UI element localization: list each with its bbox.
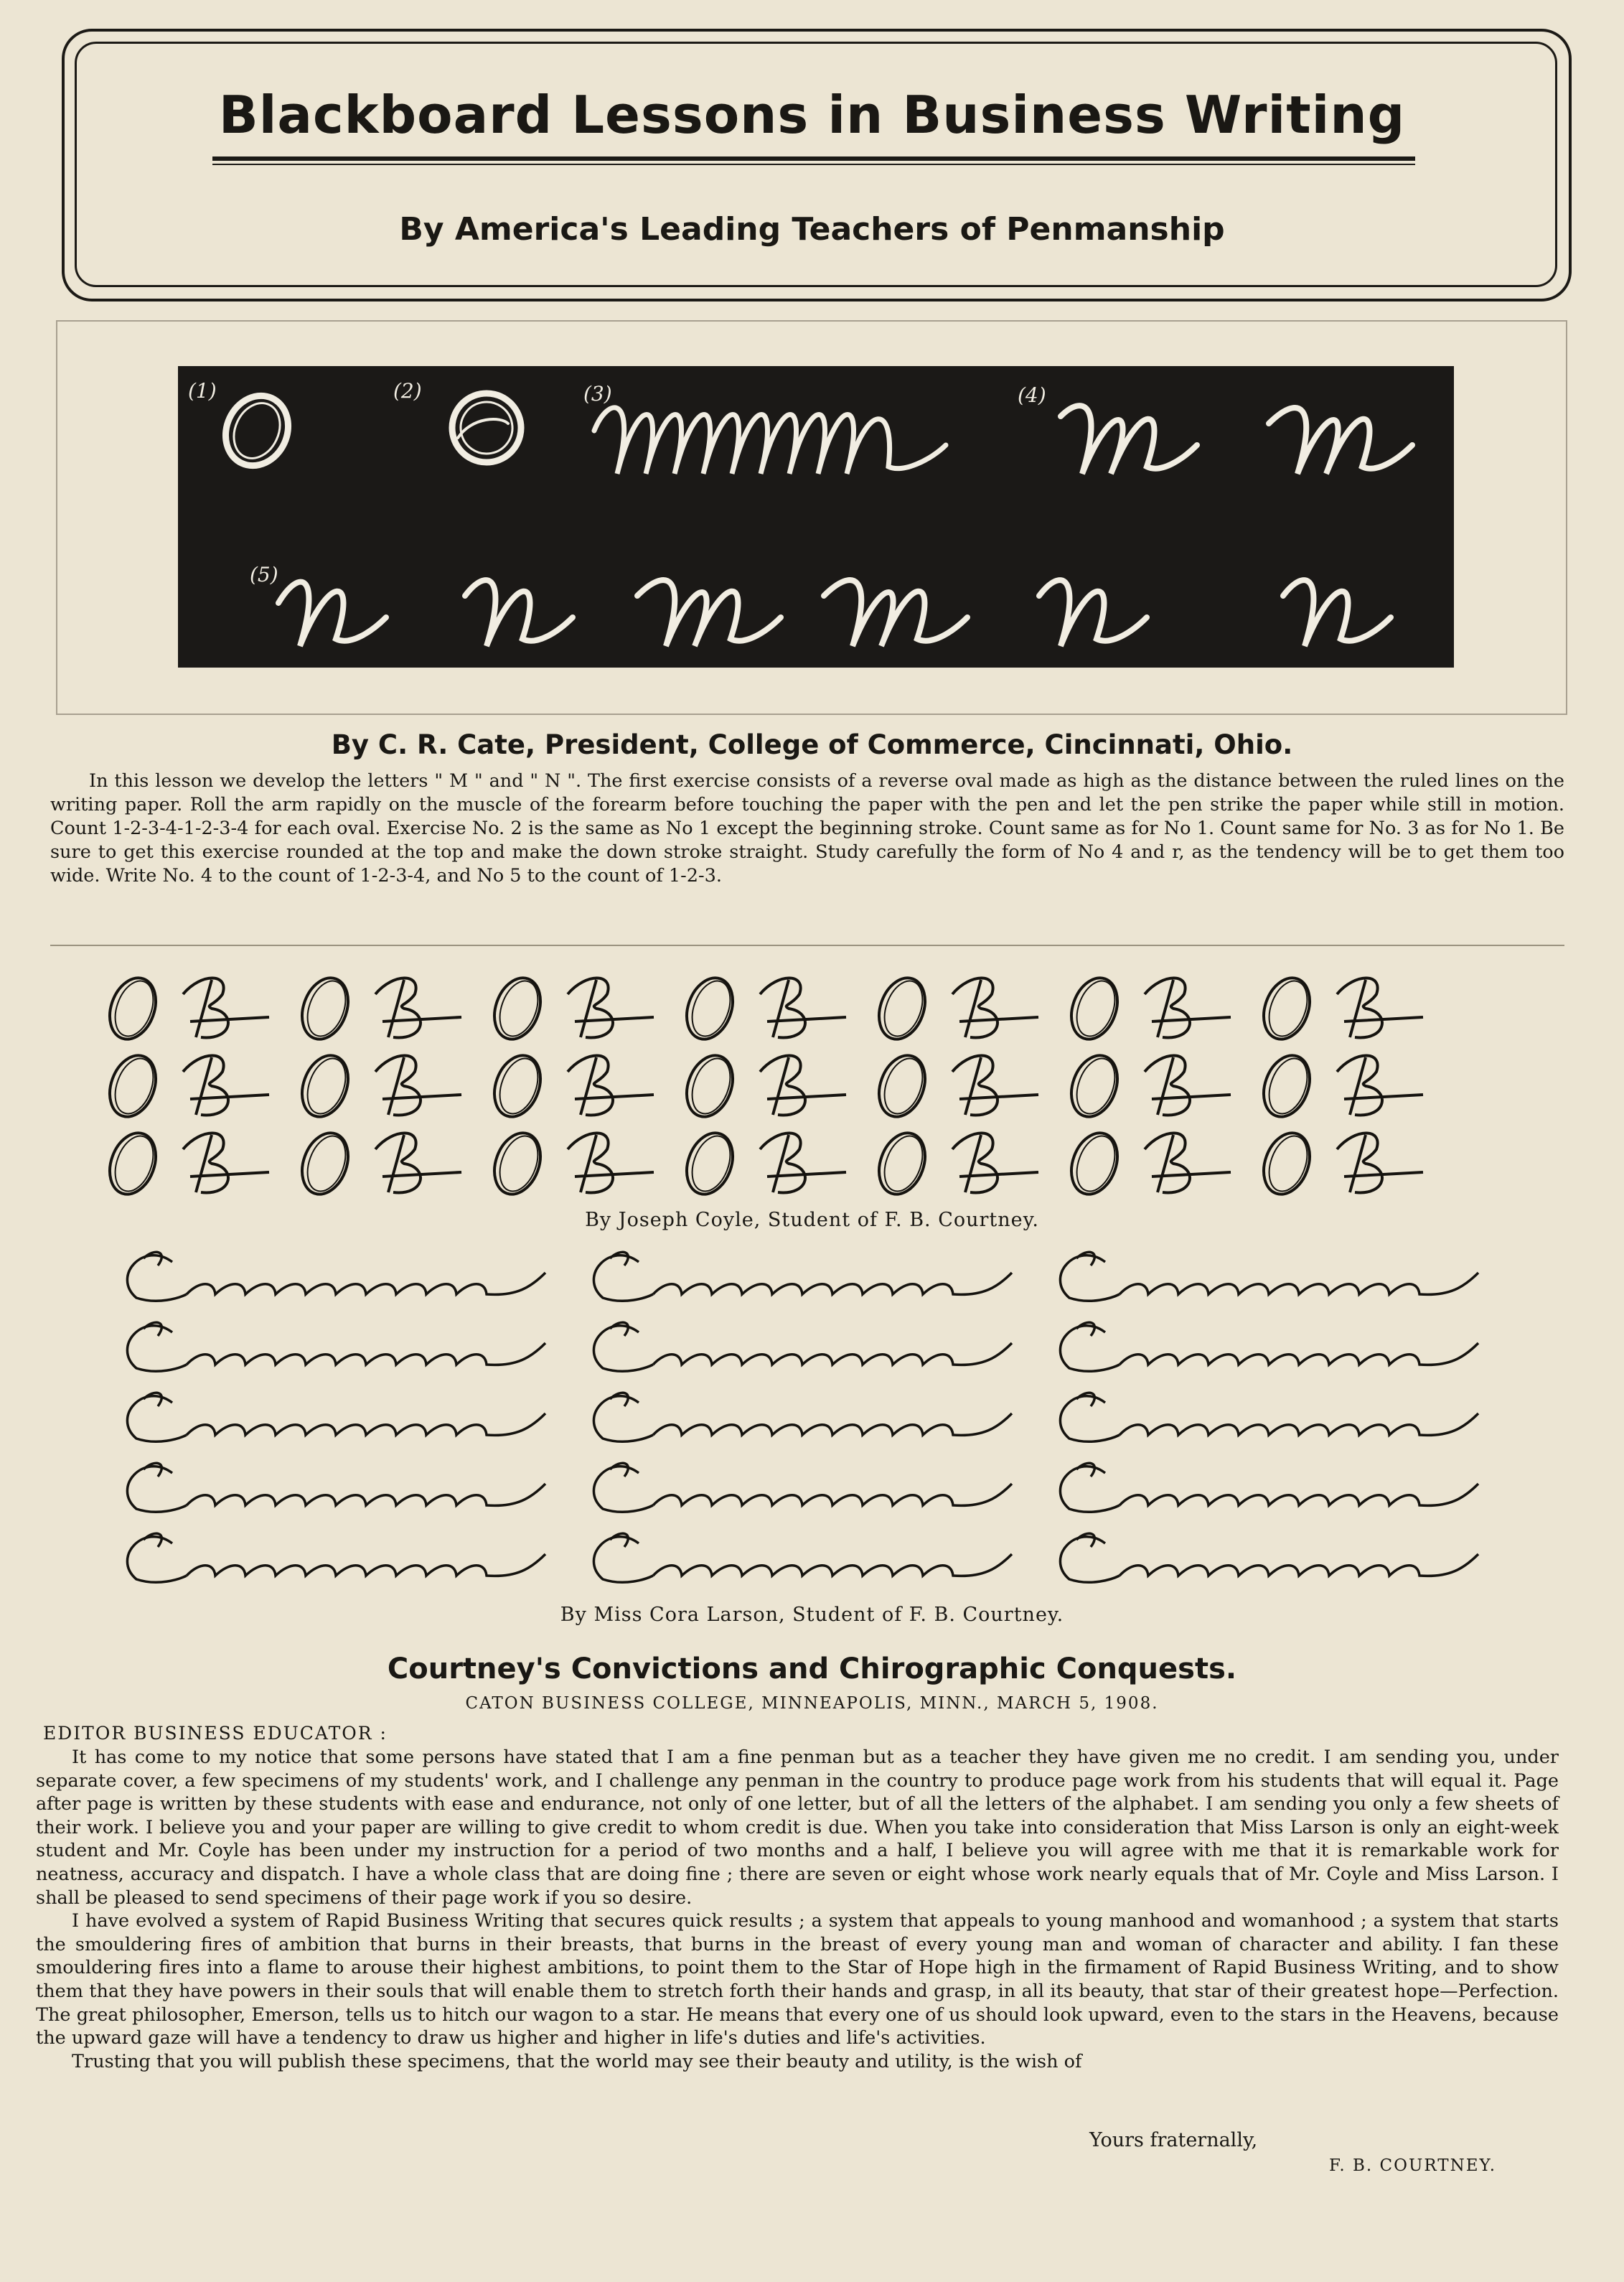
lowercase-ommon-stroke [653, 1554, 1012, 1576]
oval-b-row [108, 1049, 1423, 1123]
capital-b-stroke [952, 1056, 1038, 1116]
lowercase-ommon-stroke [1120, 1273, 1478, 1294]
common-word [593, 1463, 1012, 1512]
common-word [1060, 1322, 1478, 1371]
capital-b-stroke [760, 1133, 846, 1193]
common-word [593, 1252, 1012, 1301]
capital-c-stroke [593, 1252, 653, 1301]
lowercase-ommon-stroke [1120, 1484, 1478, 1505]
exercise-number-3: (3) [583, 382, 612, 406]
specimen-common [108, 1240, 1507, 1602]
lowercase-ommon-stroke [653, 1484, 1012, 1505]
lowercase-ommon-stroke [187, 1273, 545, 1294]
lowercase-ommon-stroke [1120, 1413, 1478, 1435]
specimen-caption-larson: By Miss Cora Larson, Student of F. B. Courtney. [560, 1604, 1064, 1626]
capital-b-stroke [568, 978, 654, 1038]
common-word [593, 1533, 1012, 1582]
article-salutation: EDITOR BUSINESS EDUCATOR : [43, 1723, 388, 1744]
capital-c-stroke [593, 1463, 653, 1512]
common-word [127, 1463, 545, 1512]
common-word [593, 1322, 1012, 1371]
capital-c-stroke [1060, 1252, 1120, 1301]
exercise-number-1: (1) [188, 379, 217, 403]
oval-b-row [108, 971, 1423, 1045]
capital-c-stroke [127, 1463, 187, 1512]
capital-c-stroke [593, 1393, 653, 1441]
common-word [127, 1322, 545, 1371]
capital-b-stroke [1145, 1133, 1231, 1193]
capital-b-stroke [952, 978, 1038, 1038]
article-paragraph-2: I have evolved a system of Rapid Business Writing that secures quick results ; a system that appeals to young manhood and womanhood ; a system that starts the smouldering fires of ambition that burns in their breasts, that burns in the breast of every young man and woman of character and ability. I fan these smouldering fires into a flame to arouse their highest ambitions, to point them to the Star of Hope high in the firmament of Rapid Business Writing, and to show them that they have powers in their souls that will enable them to stretch forth their hands and grasp, in all its beauty, that star of their greatest hope—Perfection. The great philosopher, Emerson, tells us to hitch our wagon to a star. He means that every one of us should look upward, even to the stars in the Heavens, because the upward gaze will have a tendency to draw us higher and higher in life's duties and life's activities. [36, 1910, 1559, 2049]
article-paragraph-1: It has come to my notice that some persons have stated that I am a fine penman but as a teacher they have given me no credit. I am sending you, under separate cover, a few specimens of my students' work, and I challenge any penman in the country to produce page work from his students that will equal it. Page after page is written by these students with ease and endurance, not only of one letter, but of all the letters of the alphabet. I am sending you only a few sheets of their work. I believe you and your paper are willing to give credit to whom credit is due. When you take into consideration that Miss Larson is only an eight-week student and Mr. Coyle has been under my instruction for a period of two months and a half, I believe you will agree with me that it is remarkable work for neatness, accuracy and dispatch. I have a whole class that are doing fine ; there are seven or eight whose work nearly equals that of Mr. Coyle and Miss Larson. I shall be pleased to send specimens of their page work if you so desire. [36, 1746, 1559, 1909]
capital-b-stroke [375, 1133, 461, 1193]
capital-b-stroke [375, 1056, 461, 1116]
capital-c-stroke [127, 1533, 187, 1582]
article-dateline: CATON BUSINESS COLLEGE, MINNEAPOLIS, MINN., MARCH 5, 1908. [465, 1694, 1159, 1713]
article-closing: Yours fraternally, [1089, 2129, 1258, 2151]
capital-b-stroke [760, 978, 846, 1038]
capital-c-stroke [127, 1252, 187, 1301]
capital-b-stroke [568, 1133, 654, 1193]
article-paragraph-3: Trusting that you will publish these specimens, that the world may see their beauty and utility, is the wish of [72, 2050, 1082, 2072]
lowercase-ommon-stroke [187, 1413, 545, 1435]
lowercase-ommon-stroke [187, 1484, 545, 1505]
page-title: Blackboard Lessons in Business Writing [218, 85, 1406, 145]
capital-b-stroke [1337, 1056, 1423, 1116]
capital-c-stroke [1060, 1393, 1120, 1441]
oval-b-row [108, 1126, 1423, 1200]
capital-b-stroke [568, 1056, 654, 1116]
capital-b-stroke [183, 978, 269, 1038]
common-word [127, 1252, 545, 1301]
specimen-common-drawing [108, 1240, 1507, 1599]
capital-c-stroke [127, 1393, 187, 1441]
common-word [1060, 1463, 1478, 1512]
capital-b-stroke [1337, 1133, 1423, 1193]
capital-b-stroke [952, 1133, 1038, 1193]
capital-b-stroke [760, 1056, 846, 1116]
lowercase-ommon-stroke [1120, 1554, 1478, 1576]
lowercase-ommon-stroke [1120, 1343, 1478, 1365]
lowercase-ommon-stroke [653, 1273, 1012, 1294]
specimen-ovals-b-drawing [108, 969, 1507, 1206]
blackboard-image [178, 366, 1454, 668]
lowercase-ommon-stroke [187, 1343, 545, 1365]
title-rule-thin [212, 164, 1415, 165]
capital-c-stroke [1060, 1533, 1120, 1582]
article-heading: Courtney's Convictions and Chirographic Conquests. [387, 1652, 1237, 1685]
common-word [127, 1393, 545, 1441]
lesson-text: In this lesson we develop the letters " M " and " N ". The first exercise consists of a reverse oval made as high as the distance between the ruled lines on the writing paper. Roll the arm rapidly on the muscle of the forearm before touching the paper with the pen and let the pen strike the paper while still in motion. Count 1-2-3-4-1-2-3-4 for each oval. Exercise No. 2 is the same as No 1 except the beginning stroke. Count same as for No 1. Count same for No. 3 as for No 1. Be sure to get this exercise rounded at the top and make the down stroke straight. Study carefully the form of No 4 and r, as the tendency will be to get them too wide. Write No. 4 to the count of 1-2-3-4, and No 5 to the count of 1-2-3. [50, 770, 1564, 887]
capital-b-stroke [183, 1133, 269, 1193]
lowercase-ommon-stroke [653, 1343, 1012, 1365]
lowercase-ommon-stroke [653, 1413, 1012, 1435]
specimen-caption-coyle: By Joseph Coyle, Student of F. B. Courtney. [585, 1209, 1039, 1231]
capital-c-stroke [593, 1322, 653, 1371]
blackboard-drawing [178, 366, 1454, 668]
common-word [1060, 1393, 1478, 1441]
common-word [127, 1533, 545, 1582]
section-separator [50, 945, 1564, 946]
capital-c-stroke [1060, 1322, 1120, 1371]
lesson-byline: By C. R. Cate, President, College of Commerce, Cincinnati, Ohio. [331, 729, 1293, 760]
common-word [1060, 1533, 1478, 1582]
exercise-number-5: (5) [250, 563, 278, 586]
capital-b-stroke [375, 978, 461, 1038]
capital-b-stroke [183, 1056, 269, 1116]
exercise-number-2: (2) [393, 379, 422, 403]
article-signature: F. B. COURTNEY. [1329, 2156, 1497, 2175]
specimen-ovals-b [108, 969, 1507, 1209]
capital-c-stroke [1060, 1463, 1120, 1512]
lowercase-ommon-stroke [187, 1554, 545, 1576]
common-word [1060, 1252, 1478, 1301]
capital-c-stroke [127, 1322, 187, 1371]
lesson-paragraph [50, 770, 1564, 888]
capital-b-stroke [1337, 978, 1423, 1038]
page-subtitle: By America's Leading Teachers of Penmanship [399, 211, 1225, 248]
title-rule [212, 156, 1415, 161]
capital-b-stroke [1145, 1056, 1231, 1116]
article-body [36, 1746, 1559, 2073]
exercise-number-4: (4) [1018, 383, 1046, 407]
capital-c-stroke [593, 1533, 653, 1582]
capital-b-stroke [1145, 978, 1231, 1038]
common-word [593, 1393, 1012, 1441]
